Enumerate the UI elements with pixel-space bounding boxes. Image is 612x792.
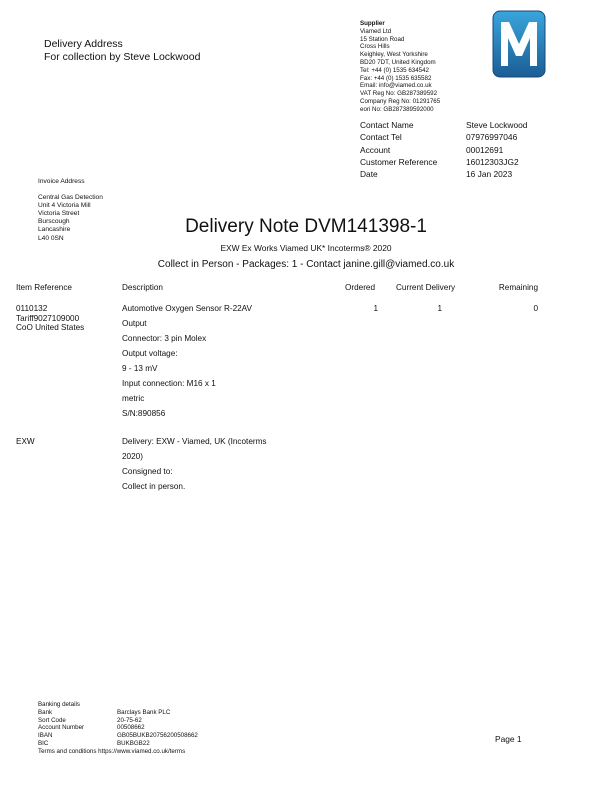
supplier-line: BD20 7DT, United Kingdom bbox=[360, 58, 436, 66]
header-remaining: Remaining bbox=[498, 283, 538, 292]
contact-value: Steve Lockwood bbox=[466, 120, 528, 130]
table-row-description bbox=[122, 434, 267, 494]
delivery-address-block bbox=[44, 38, 200, 64]
invoice-address-line: Victoria Street bbox=[38, 210, 80, 218]
remaining-quantity: 0 bbox=[533, 304, 538, 313]
description-line: 2020) bbox=[122, 452, 143, 461]
current-delivery-quantity: 1 bbox=[437, 304, 442, 313]
description-line: Output voltage: bbox=[122, 349, 178, 358]
reference-line: 0110132 bbox=[16, 304, 48, 313]
header-current-delivery: Current Delivery bbox=[396, 283, 456, 292]
description-line: Automotive Oxygen Sensor R-22AV bbox=[122, 304, 252, 313]
supplier-line: eori No: GB287389592000 bbox=[360, 105, 434, 113]
delivery-address-title: Delivery Address bbox=[44, 38, 123, 50]
description-line: 9 - 13 mV bbox=[122, 364, 158, 373]
contact-value: 16012303JG2 bbox=[466, 156, 519, 167]
banking-row bbox=[38, 709, 298, 717]
contact-value: 07976997046 bbox=[466, 132, 518, 143]
banking-value: BUKBGB22 bbox=[117, 739, 150, 747]
incoterms-line: EXW Ex Works Viamed UK* Incoterms® 2020 bbox=[220, 243, 392, 253]
invoice-address-line: Unit 4 Victoria Mill bbox=[38, 202, 91, 210]
table-row-reference bbox=[16, 434, 35, 449]
banking-label: Bank bbox=[38, 708, 53, 716]
description-line: S/N:890856 bbox=[122, 409, 166, 418]
contact-row bbox=[360, 144, 580, 156]
description-line: Output bbox=[122, 319, 147, 328]
banking-label: Account Number bbox=[38, 724, 85, 732]
table-row-reference bbox=[16, 304, 84, 333]
banking-value: GB05BUKB20756200508662 bbox=[117, 732, 198, 740]
contact-row bbox=[360, 119, 580, 131]
description-line: Collect in person. bbox=[122, 482, 186, 491]
description-line: Delivery: EXW - Viamed, UK (Incoterms bbox=[122, 437, 267, 446]
supplier-line: Fax: +44 (0) 1535 635582 bbox=[360, 74, 432, 82]
reference-line: CoO United States bbox=[16, 323, 85, 332]
supplier-line: Company Reg No: 01291765 bbox=[360, 97, 441, 105]
header-item-reference: Item Reference bbox=[16, 283, 72, 292]
table-row-description bbox=[122, 301, 252, 421]
banking-label: IBAN bbox=[38, 732, 53, 740]
contact-row bbox=[360, 156, 580, 168]
description-line: metric bbox=[122, 394, 145, 403]
supplier-line: Email: info@viamed.co.uk bbox=[360, 82, 432, 90]
banking-label: BIC bbox=[38, 739, 49, 747]
supplier-line: Viamed Ltd bbox=[360, 27, 392, 35]
invoice-address-line: Lancashire bbox=[38, 226, 71, 234]
contact-label: Account bbox=[360, 144, 391, 155]
terms-link[interactable]: Terms and conditions https://www.viamed.co.uk/terms bbox=[38, 747, 186, 755]
contact-details bbox=[360, 119, 580, 180]
banking-value: 00508662 bbox=[117, 724, 145, 732]
contact-label: Date bbox=[360, 169, 378, 180]
supplier-line: Cross Hills bbox=[360, 43, 390, 51]
description-line: Connector: 3 pin Molex bbox=[122, 334, 207, 343]
ordered-quantity: 1 bbox=[373, 304, 378, 313]
viamed-logo-icon bbox=[492, 10, 546, 78]
invoice-address-title: Invoice Address bbox=[38, 178, 85, 185]
contact-row bbox=[360, 168, 580, 180]
supplier-line: VAT Reg No: GB287389592 bbox=[360, 90, 438, 98]
supplier-line: Tel: +44 (0) 1535 634542 bbox=[360, 66, 429, 74]
contact-label: Customer Reference bbox=[360, 156, 438, 167]
description-line: Input connection: M16 x 1 bbox=[122, 379, 216, 388]
banking-row bbox=[38, 732, 298, 740]
document-title: Delivery Note DVM141398-1 bbox=[185, 216, 427, 237]
contact-row bbox=[360, 131, 580, 143]
invoice-address-line: Burscough bbox=[38, 218, 70, 226]
banking-label: Sort Code bbox=[38, 716, 66, 724]
banking-details bbox=[38, 701, 298, 756]
delivery-address-line: For collection by Steve Lockwood bbox=[44, 51, 201, 63]
header-ordered: Ordered bbox=[345, 283, 376, 292]
reference-line: EXW bbox=[16, 437, 35, 446]
supplier-line: Keighley, West Yorkshire bbox=[360, 51, 428, 59]
collection-line: Collect in Person - Packages: 1 - Contact janine.gill@viamed.co.uk bbox=[157, 259, 455, 270]
banking-value: 20-75-62 bbox=[117, 716, 142, 724]
invoice-address-line: Central Gas Detection bbox=[38, 194, 103, 202]
banking-row bbox=[38, 740, 298, 748]
banking-row bbox=[38, 724, 298, 732]
banking-row bbox=[38, 717, 298, 725]
contact-label: Contact Tel bbox=[360, 132, 402, 143]
supplier-block bbox=[360, 20, 490, 114]
banking-title: Banking details bbox=[38, 701, 80, 708]
supplier-title: Supplier bbox=[360, 20, 385, 27]
contact-label: Contact Name bbox=[360, 120, 414, 130]
contact-value: 00012691 bbox=[466, 144, 504, 155]
description-line: Consigned to: bbox=[122, 467, 173, 476]
page-number: Page 1 bbox=[495, 734, 522, 744]
invoice-address-line: L40 0SN bbox=[38, 234, 64, 242]
banking-value: Barclays Bank PLC bbox=[117, 708, 171, 716]
contact-value: 16 Jan 2023 bbox=[466, 169, 513, 180]
header-description: Description bbox=[122, 283, 163, 292]
supplier-line: 15 Station Road bbox=[360, 35, 405, 43]
reference-line: Tariff9027109000 bbox=[16, 313, 80, 323]
